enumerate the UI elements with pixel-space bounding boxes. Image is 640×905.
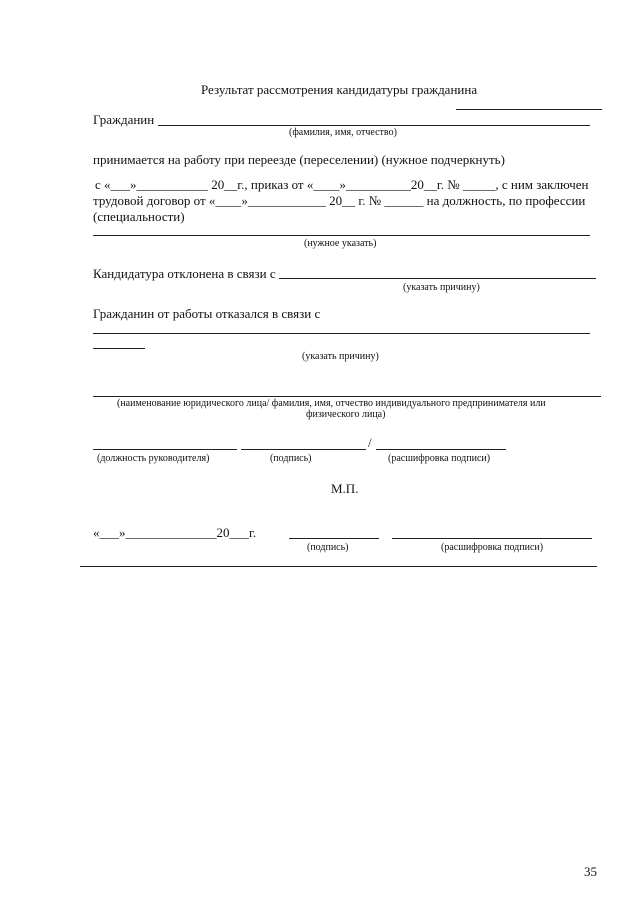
specify-field[interactable] (93, 235, 590, 236)
specify-caption: (нужное указать) (304, 238, 377, 249)
head-position-field[interactable] (93, 449, 237, 450)
signature-field[interactable] (289, 538, 379, 539)
rejected-label: Кандидатура отклонена в связи с (93, 266, 276, 281)
contract-line-2: трудовой договор от «____»____________ 20__ г. № ______ на должность, по профессии (93, 193, 586, 208)
citizen-name-field[interactable] (158, 125, 590, 126)
refused-label: Гражданин от работы отказался в связи с (93, 306, 321, 321)
rejected-reason-caption: (указать причину) (403, 282, 480, 293)
head-signature-caption: (подпись) (270, 453, 312, 464)
organization-caption-line-1: (наименование юридического лица/ фамилия, имя, отчество индивидуального предпринимателя или (117, 398, 546, 409)
head-position-caption: (должность руководителя) (97, 453, 210, 464)
organization-field[interactable] (93, 396, 601, 397)
document-title: Результат рассмотрения кандидатуры гражданина (201, 82, 478, 97)
signature-decode-caption: (расшифровка подписи) (441, 542, 544, 553)
head-signature-field[interactable] (241, 449, 366, 450)
head-signature-decode-caption: (расшифровка подписи) (388, 453, 491, 464)
signature-decode-field[interactable] (392, 538, 592, 539)
refused-reason-field-continuation[interactable] (93, 348, 145, 349)
stamp-label: М.П. (331, 481, 359, 496)
date-field: «___»______________20___г. (93, 525, 257, 540)
contract-line-1: с «___»___________ 20__г., приказ от «____»__________20__г. № _____, с ним заключен (95, 177, 589, 192)
fio-caption: (фамилия, имя, отчество) (289, 127, 397, 138)
contract-line-3: (специальности) (93, 209, 185, 224)
citizen-label: Гражданин (93, 112, 155, 127)
page-number: 35 (584, 864, 597, 879)
accepted-text: принимается на работу при переезде (переселении) (нужное подчеркнуть) (93, 152, 505, 167)
organization-caption-line-2: физического лица) (306, 409, 386, 420)
top-short-line (456, 109, 602, 110)
head-signature-decode-field[interactable] (376, 449, 506, 450)
bottom-divider (80, 566, 597, 567)
refused-reason-field[interactable] (93, 333, 590, 334)
slash-separator: / (368, 435, 372, 450)
signature-caption: (подпись) (307, 542, 349, 553)
rejected-reason-field[interactable] (279, 278, 596, 279)
refused-reason-caption: (указать причину) (302, 351, 379, 362)
